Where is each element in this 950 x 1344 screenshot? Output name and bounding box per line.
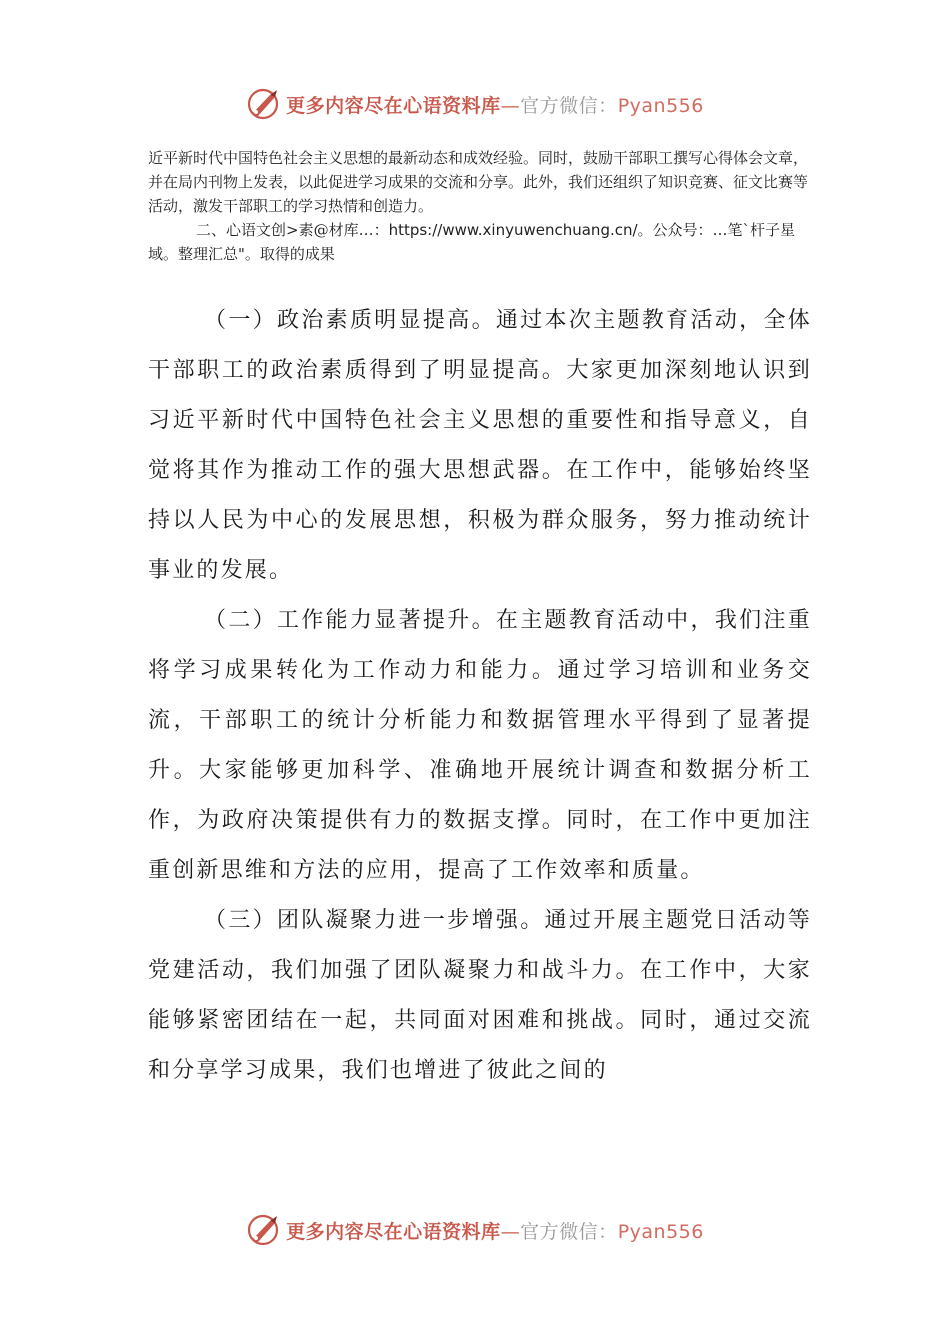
banner-official-label: 官方微信： — [520, 94, 618, 117]
main-body — [148, 296, 812, 1096]
banner-site-name: 更多内容尽在心语资料库 — [286, 94, 501, 117]
body-paragraph-3: （三）团队凝聚力进一步增强。通过开展主题党日活动等党建活动，我们加强了团队凝聚力和战斗力。在工作中，大家能够紧密团结在一起，共同面对困难和挑战。同时，通过交流和分享学习成果，我们也增进了彼此之间的 — [148, 908, 812, 1083]
banner-wechat-handle: Pyan556 — [617, 1220, 704, 1243]
body-paragraph-2: （二）工作能力显著提升。在主题教育活动中，我们注重将学习成果转化为工作动力和能力。通过学习培训和业务交流，干部职工的统计分析能力和数据管理水平得到了显著提升。大家能够更加科学、准确地开展统计调查和数据分析工作，为政府决策提供有力的数据支撑。同时，在工作中更加注重创新思维和方法的应用，提高了工作效率和质量。 — [148, 608, 812, 883]
banner-text — [286, 91, 704, 118]
banner-wechat-handle: Pyan556 — [617, 94, 704, 117]
banner-text — [286, 1217, 704, 1244]
section-heading-suffix: 。公众号：…笔`杆子星域。整理汇总"。取得的成果 — [148, 221, 796, 263]
banner-separator: — — [500, 1220, 521, 1243]
pen-logo-icon — [246, 86, 282, 122]
section-heading-url[interactable]: https://www.xinyuwenchuang.cn/ — [388, 221, 638, 239]
banner-site-name: 更多内容尽在心语资料库 — [286, 1220, 501, 1243]
banner-official-label: 官方微信： — [520, 1220, 618, 1243]
intro-block — [148, 146, 810, 266]
section-heading-prefix: 二、心语文创>素@材库…： — [196, 221, 389, 239]
section-heading — [148, 218, 810, 266]
intro-paragraph: 近平新时代中国特色社会主义思想的最新动态和成效经验。同时，鼓励干部职工撰写心得体会文章，并在局内刊物上发表，以此促进学习成果的交流和分享。此外，我们还组织了知识竞赛、征文比赛等活动，激发干部职工的学习热情和创造力。 — [148, 149, 809, 215]
footer-banner — [0, 1210, 950, 1250]
pen-logo-icon — [246, 1212, 282, 1248]
header-banner — [0, 84, 950, 124]
body-paragraph-1: （一）政治素质明显提高。通过本次主题教育活动，全体干部职工的政治素质得到了明显提高。大家更加深刻地认识到习近平新时代中国特色社会主义思想的重要性和指导意义，自觉将其作为推动工作的强大思想武器。在工作中，能够始终坚持以人民为中心的发展思想，积极为群众服务，努力推动统计事业的发展。 — [148, 308, 812, 583]
banner-separator: — — [500, 94, 521, 117]
